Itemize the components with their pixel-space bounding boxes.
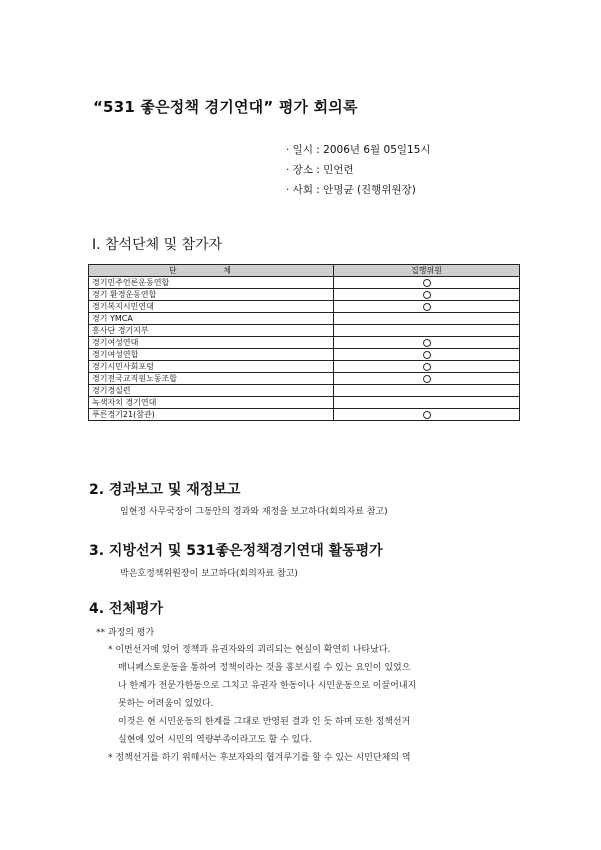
evaluation-subhead: ** 과정의 평가 (96, 628, 155, 638)
evaluation-line: 매니페스토운동을 통하여 정책이라는 것을 홍보시킬 수 있는 요인이 있었으 (118, 663, 411, 673)
section-3-body: 박은호정책위원장이 보고하다(회의자료 참고) (120, 569, 298, 579)
table-row (89, 289, 520, 301)
table-row (89, 409, 520, 421)
member-cell (334, 361, 520, 373)
attendance-circle-icon (423, 291, 431, 299)
org-name-cell: 경기시민사회포럼 (89, 361, 334, 373)
evaluation-line: 나 한계가 전문가한동으로 그치고 유권자 한동이나 시민운동으로 이끌어내지 (118, 681, 417, 691)
org-name-cell: 경기전국교직원노동조합 (89, 373, 334, 385)
table-row (89, 313, 520, 325)
meeting-place: · 장소 : 민언련 (286, 164, 354, 176)
table-header-row (89, 265, 520, 277)
org-name-cell: 푸른경기21(참관) (89, 409, 334, 421)
participants-table (88, 264, 520, 421)
member-cell (334, 325, 520, 337)
member-cell (334, 349, 520, 361)
org-name-cell: 경기민주언론운동연합 (89, 277, 334, 289)
member-cell (334, 373, 520, 385)
participants-table-body (89, 277, 520, 421)
attendance-circle-icon (423, 351, 431, 359)
meeting-date: · 일시 : 2006년 6월 05일15시 (286, 144, 431, 156)
evaluation-line: 이것은 현 시민운동의 한계를 그대로 반영된 결과 인 듯 하며 또한 정책선거 (118, 717, 411, 727)
member-cell (334, 337, 520, 349)
attendance-circle-icon (423, 375, 431, 383)
member-cell (334, 397, 520, 409)
attendance-circle-icon (423, 363, 431, 371)
member-cell (334, 385, 520, 397)
member-cell (334, 301, 520, 313)
attendance-circle-icon (423, 303, 431, 311)
header-org: 단 체 (89, 265, 334, 277)
section-2-body: 임현정 사무국장이 그동안의 경과와 재정을 보고하다(회의자료 참고) (120, 507, 388, 517)
table-row (89, 277, 520, 289)
header-member: 집행위원 (334, 265, 520, 277)
attendance-circle-icon (423, 279, 431, 287)
table-row (89, 349, 520, 361)
table-row (89, 373, 520, 385)
meeting-chair: · 사회 : 안명균 (진행위원장) (286, 184, 416, 196)
member-cell (334, 289, 520, 301)
section-3-heading: 3. 지방선거 및 531좋은정책경기연대 활동평가 (89, 543, 383, 559)
evaluation-line: 실현에 있어 시민의 역량부족이라고도 할 수 있다. (118, 735, 312, 745)
table-row (89, 301, 520, 313)
table-row (89, 361, 520, 373)
attendance-circle-icon (423, 339, 431, 347)
member-cell (334, 409, 520, 421)
org-name-cell: 경기여성연합 (89, 349, 334, 361)
org-name-cell: 경기 YMCA (89, 313, 334, 325)
org-name-cell: 녹색자치 경기연대 (89, 397, 334, 409)
section-1-heading: Ⅰ. 참석단체 및 참가자 (92, 237, 223, 253)
table-row (89, 325, 520, 337)
member-cell (334, 277, 520, 289)
org-name-cell: 경기복지시민연대 (89, 301, 334, 313)
evaluation-line: * 정책선거를 하기 위해서는 후보자와의 협겨루기를 할 수 있는 시민단체의 역 (108, 753, 411, 763)
org-name-cell: 경기 환경운동연합 (89, 289, 334, 301)
org-name-cell: 경기경실련 (89, 385, 334, 397)
table-row (89, 385, 520, 397)
section-2-heading: 2. 경과보고 및 재정보고 (89, 482, 241, 498)
attendance-circle-icon (423, 411, 431, 419)
evaluation-line: * 이번선거에 있어 정책과 유권자와의 괴리되는 현실이 확연히 나타났다. (108, 645, 391, 655)
evaluation-text (108, 641, 416, 767)
org-name-cell: 흥사단 경기지부 (89, 325, 334, 337)
evaluation-line: 못하는 어려움이 있었다. (118, 699, 214, 709)
section-4-heading: 4. 전체평가 (89, 601, 164, 617)
org-name-cell: 경기여성연대 (89, 337, 334, 349)
meeting-info (286, 140, 431, 200)
member-cell (334, 313, 520, 325)
document-title: “531 좋은정책 경기연대” 평가 회의록 (93, 98, 358, 116)
table-row (89, 337, 520, 349)
table-row (89, 397, 520, 409)
